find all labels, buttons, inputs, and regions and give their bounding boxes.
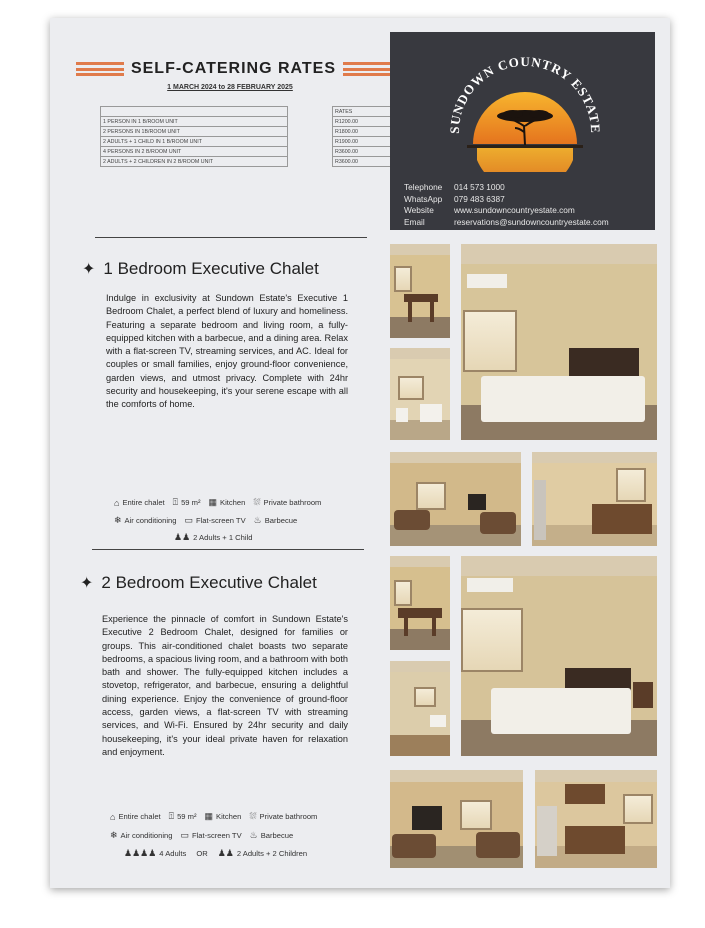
website-link[interactable]: www.sundowncountryestate.com — [454, 205, 575, 215]
amenity-barbecue: ♨ Barbecue — [253, 515, 298, 525]
rate-value: R1900.00 — [333, 137, 408, 147]
amenity-kitchen: ▦ Kitchen — [208, 497, 246, 507]
amenity-entire-chalet: ⌂ Entire chalet — [110, 811, 161, 822]
rate-value: R3600.00 — [333, 157, 408, 167]
chalet2-amenities-row2 — [110, 830, 301, 841]
photo-living-room-2 — [390, 770, 523, 868]
photo-bathroom-2 — [390, 661, 450, 756]
email-link[interactable]: reservations@sundowncountryestate.com — [454, 216, 609, 227]
amenity-entire-chalet: ⌂ Entire chalet — [114, 497, 165, 508]
amenity-ac: ❄ Air conditioning — [110, 830, 173, 840]
star-bullet-icon: ✦ — [82, 261, 96, 278]
contact-label: Telephone — [404, 182, 443, 192]
contact-row-phone — [404, 182, 609, 194]
area-icon: ⍐ — [172, 497, 179, 507]
photo-bathroom — [390, 348, 450, 440]
whatsapp-number[interactable]: 079 483 6387 — [454, 193, 505, 204]
photo-dining-room-2 — [390, 556, 450, 650]
chalet1-occupancy: ♟♟ 2 Adults + 1 Child — [174, 532, 253, 542]
table-row — [101, 107, 408, 117]
contact-label: Email — [404, 216, 425, 227]
amenity-tv: ▭ Flat-screen TV — [184, 515, 246, 525]
sunset-logo-icon — [445, 44, 605, 172]
contact-label: WhatsApp — [404, 193, 443, 204]
phone-number[interactable]: 014 573 1000 — [454, 182, 505, 192]
rate-label: 2 ADULTS + 1 CHILD IN 1 B/ROOM UNIT — [101, 137, 288, 147]
amenity-area: ⍐ 59 m² — [172, 497, 201, 507]
people-four-icon: ♟♟♟♟ — [124, 848, 157, 858]
contact-details — [404, 182, 609, 228]
bath-icon: ⛆ — [253, 497, 261, 507]
grill-icon: ♨ — [249, 830, 258, 840]
photo-kitchen — [532, 452, 657, 546]
contact-row-website — [404, 205, 609, 217]
rates-title: SELF-CATERING RATES — [130, 60, 337, 77]
brochure-page — [50, 18, 670, 888]
chalet1-description: Indulge in exclusivity at Sundown Estate's Executive 1 Bedroom Chalet, a perfect blend of luxury and homeliness. Featuring a separate bedroom and living room, a fully-equipped kitchen with a barbecue, and a dining area. Relax with a flat-screen TV, streaming services, and AC. Ideal for couples or small families, enjoy ground-floor convenience, garden views, and utmost privacy. Complete with 24hr security and housekeeping, it's your serene escape with all the comforts of home. — [106, 293, 348, 410]
table-row — [101, 117, 408, 127]
contact-label: Website — [404, 205, 434, 215]
amenity-tv: ▭ Flat-screen TV — [180, 830, 242, 840]
rates-title-row — [76, 58, 391, 80]
rate-label: 2 PERSONS IN 1B/ROOM UNIT — [101, 127, 288, 137]
rate-label: 1 PERSON IN 1 B/ROOM UNIT — [101, 117, 288, 127]
rate-value: R1200.00 — [333, 117, 408, 127]
chalet1-title: 1 Bedroom Executive Chalet — [103, 259, 319, 278]
rates-header: RATES — [333, 107, 408, 117]
estate-logo — [445, 44, 605, 172]
tv-icon: ▭ — [180, 830, 189, 840]
chalet2-amenities-row1 — [110, 811, 325, 822]
chalet2-title: 2 Bedroom Executive Chalet — [101, 573, 317, 592]
photo-living-room — [390, 452, 521, 546]
amenity-ac: ❄ Air conditioning — [114, 515, 177, 525]
logo-panel — [390, 32, 655, 230]
house-icon: ⌂ — [114, 497, 120, 508]
rate-value: R1800.00 — [333, 127, 408, 137]
table-row — [101, 157, 408, 167]
rates-table — [100, 106, 408, 167]
title-stripes-left — [76, 62, 124, 76]
bath-icon: ⛆ — [249, 811, 257, 821]
amenity-kitchen: ▦ Kitchen — [204, 811, 242, 821]
chalet2-heading — [80, 573, 317, 593]
table-header-blank — [101, 107, 288, 117]
grill-icon: ♨ — [253, 515, 262, 525]
photo-dining-room — [390, 244, 450, 338]
amenity-barbecue: ♨ Barbecue — [249, 830, 294, 840]
people-icon: ♟♟ — [217, 848, 234, 858]
kitchen-icon: ▦ — [204, 811, 213, 821]
area-icon: ⍐ — [168, 811, 175, 821]
table-row — [101, 127, 408, 137]
snowflake-icon: ❄ — [110, 830, 118, 840]
chalet1-heading — [82, 259, 319, 279]
house-icon: ⌂ — [110, 811, 116, 822]
divider — [92, 549, 364, 550]
title-stripes-right — [343, 62, 391, 76]
rate-label: 4 PERSONS IN 2 B/ROOM UNIT — [101, 147, 288, 157]
divider — [95, 237, 367, 238]
photo-bedroom-2 — [461, 556, 657, 756]
table-row — [101, 147, 408, 157]
kitchen-icon: ▦ — [208, 497, 217, 507]
contact-row-email — [404, 217, 609, 229]
chalet2-description: Experience the pinnacle of comfort in Sundown Estate's Executive 2 Bedroom Chalet, designed for families or groups. This air-conditioned chalet boasts two separate bedrooms, a spacious living room, and a bathroom with both bath and shower. The fully-equipped kitchen includes a stovetop, refrigerator, and barbecue, ensuring a delightful dining experience. Enjoy the convenience of ground-floor access, garden views, a flat-screen TV with streaming services, and Wi-Fi. Ensured by 24hr security and daily housekeeping, it's your ideal private haven for relaxation and enjoyment. — [102, 614, 348, 757]
rate-label: 2 ADULTS + 2 CHILDREN IN 2 B/ROOM UNIT — [101, 157, 288, 167]
photo-bedroom — [461, 244, 657, 440]
chalet1-amenities-row2 — [114, 515, 305, 526]
amenity-area: ⍐ 59 m² — [168, 811, 197, 821]
contact-row-whatsapp — [404, 194, 609, 206]
logo-text: SUNDOWN COUNTRY ESTATE — [446, 53, 604, 135]
photo-kitchen-2 — [535, 770, 657, 868]
rate-value: R3600.00 — [333, 147, 408, 157]
amenity-bathroom: ⛆ Private bathroom — [253, 497, 322, 507]
snowflake-icon: ❄ — [114, 515, 122, 525]
amenity-bathroom: ⛆ Private bathroom — [249, 811, 318, 821]
tv-icon: ▭ — [184, 515, 193, 525]
rates-period: 1 MARCH 2024 to 28 FEBRUARY 2025 — [167, 84, 293, 91]
star-bullet-icon: ✦ — [80, 575, 94, 592]
chalet2-occupancy: ♟♟♟♟ 4 Adults OR ♟♟ 2 Adults + 2 Children — [124, 848, 308, 858]
people-icon: ♟♟ — [174, 532, 191, 542]
table-row — [101, 137, 408, 147]
chalet1-amenities-row1 — [114, 497, 329, 508]
